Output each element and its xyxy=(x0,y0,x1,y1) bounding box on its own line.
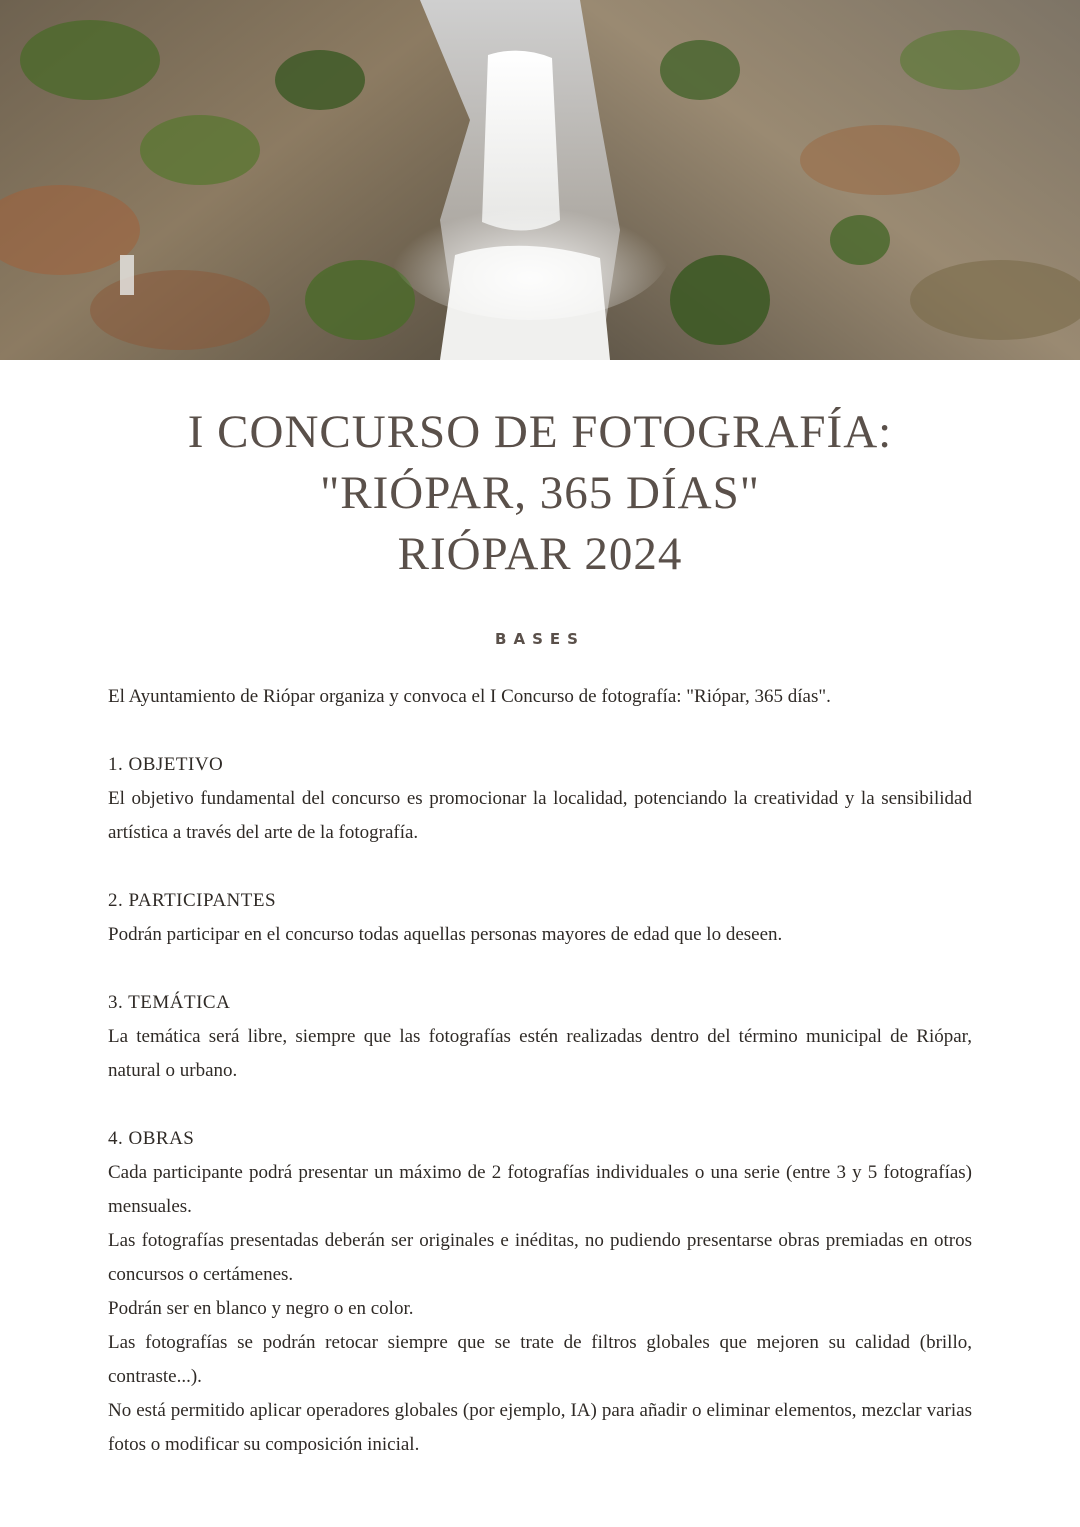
hero-waterfall-image xyxy=(0,0,1080,360)
title-line-3: RIÓPAR 2024 xyxy=(397,528,683,580)
section-paragraph: Podrán ser en blanco y negro o en color. xyxy=(108,1298,414,1319)
waterfall-photo-icon xyxy=(0,0,1080,360)
section-paragraph: Cada participante podrá presentar un máximo de 2 fotografías individuales o una serie (entre 3 y 5 fotografías) mensuales. xyxy=(108,1162,972,1217)
section-paragraph: Podrán participar en el concurso todas aquellas personas mayores de edad que lo deseen. xyxy=(108,924,783,945)
section-paragraph: Las fotografías se podrán retocar siempre que se trate de filtros globales que mejoren su calidad (brillo, contraste...). xyxy=(108,1332,972,1387)
section-paragraph: La temática será libre, siempre que las fotografías estén realizadas dentro del término municipal de Riópar, natural o urbano. xyxy=(108,1026,972,1081)
title-line-1: I CONCURSO DE FOTOGRAFÍA: xyxy=(187,406,893,458)
section-paragraph: El objetivo fundamental del concurso es promocionar la localidad, potenciando la creatividad y la sensibilidad artística a través del arte de la fotografía. xyxy=(108,788,972,843)
bases-label: BASES xyxy=(495,630,585,648)
section-paragraph: Las fotografías presentadas deberán ser originales e inéditas, no pudiendo presentarse obras premiadas en otros concursos o certámenes. xyxy=(108,1230,972,1285)
section-title-tematica: 3. TEMÁTICA xyxy=(108,992,231,1013)
section-title-objetivo: 1. OBJETIVO xyxy=(108,754,224,775)
section-title-obras: 4. OBRAS xyxy=(108,1128,195,1149)
section-title-participantes: 2. PARTICIPANTES xyxy=(108,890,277,911)
title-line-2: "RIÓPAR, 365 DÍAS" xyxy=(320,467,760,519)
section-paragraph: No está permitido aplicar operadores globales (por ejemplo, IA) para añadir o eliminar elementos, mezclar varias fotos o modificar su composición inicial. xyxy=(108,1400,972,1455)
intro-paragraph: El Ayuntamiento de Riópar organiza y convoca el I Concurso de fotografía: "Riópar, 365 días". xyxy=(108,686,831,707)
document-title xyxy=(0,402,1080,585)
rules-content xyxy=(108,680,972,1462)
